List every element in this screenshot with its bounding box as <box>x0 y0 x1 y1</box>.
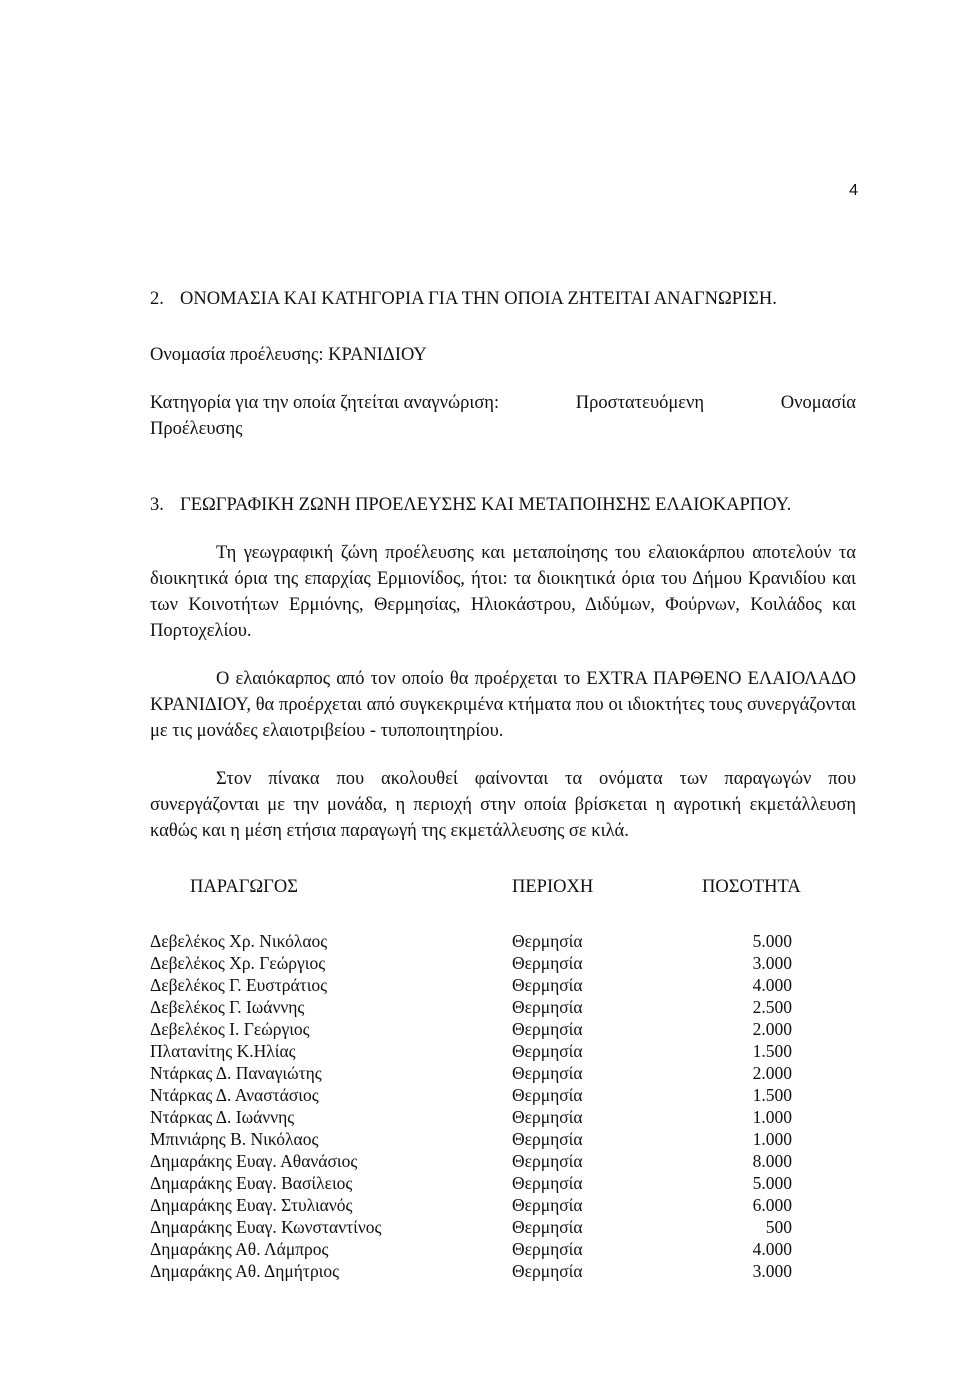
region-cell: Θερμησία <box>512 1261 583 1281</box>
table-row <box>150 1260 856 1282</box>
quantity-cell: 500 <box>765 1217 792 1237</box>
producer-cell: Ντάρκας Δ. Αναστάσιος <box>150 1085 319 1105</box>
section-2-heading <box>150 286 856 312</box>
producer-cell: Ντάρκας Δ. Ιωάννης <box>150 1107 295 1127</box>
header-producer: ΠΑΡΑΓΩΓΟΣ <box>190 877 298 897</box>
region-cell: Θερμησία <box>512 953 583 973</box>
region-cell: Θερμησία <box>512 1151 583 1171</box>
region-cell: Θερμησία <box>512 1107 583 1127</box>
table-row <box>150 996 856 1018</box>
producer-cell: Δεβελέκος Γ. Ιωάννης <box>150 997 305 1017</box>
producer-cell: Μπινιάρης Β. Νικόλαος <box>150 1129 319 1149</box>
table-row <box>150 952 856 974</box>
quantity-cell: 8.000 <box>752 1151 792 1171</box>
table-row <box>150 1216 856 1238</box>
quantity-cell: 1.000 <box>752 1129 792 1149</box>
table-header <box>150 874 856 900</box>
region-cell: Θερμησία <box>512 997 583 1017</box>
producer-cell: Δημαράκης Αθ. Λάμπρος <box>150 1239 329 1259</box>
quantity-cell: 3.000 <box>752 1261 792 1281</box>
producer-cell: Δεβελέκος Χρ. Νικόλαος <box>150 931 328 951</box>
producer-cell: Δεβελέκος Γ. Ευστράτιος <box>150 975 328 995</box>
quantity-cell: 2.500 <box>752 997 792 1017</box>
table-row <box>150 1084 856 1106</box>
quantity-cell: 2.000 <box>752 1019 792 1039</box>
quantity-cell: 1.500 <box>752 1041 792 1061</box>
category-value-1: Προστατευόμενη <box>575 393 705 413</box>
producer-cell: Δημαράκης Ευαγ. Στυλιανός <box>150 1195 353 1215</box>
producer-cell: Δημαράκης Ευαγ. Αθανάσιος <box>150 1151 358 1171</box>
producers-table <box>150 874 856 1282</box>
paragraph-geographic-zone: Τη γεωγραφική ζώνη προέλευσης και μεταποίησης του ελαιοκάρπου αποτελούν τα διοικητικά όρια της επαρχίας Ερμιονίδος, ήτοι: τα διοικητικά όρια του Δήμου Κρανιδίου και των Κοινοτήτων Ερμιόνης, Θερμησίας, Ηλιοκάστρου, Διδύμων, Φούρνων, Κοιλάδος και Πορτοχελίου. <box>150 543 856 641</box>
region-cell: Θερμησία <box>512 975 583 995</box>
quantity-cell: 4.000 <box>752 975 792 995</box>
table-row <box>150 1106 856 1128</box>
quantity-cell: 2.000 <box>752 1063 792 1083</box>
page-number: 4 <box>849 182 858 199</box>
header-region: ΠΕΡΙΟΧΗ <box>512 877 594 897</box>
category-value-2: Ονομασία <box>780 393 856 413</box>
section-2-title: ΟΝΟΜΑΣΙΑ ΚΑΙ ΚΑΤΗΓΟΡΙΑ ΓΙΑ ΤΗΝ ΟΠΟΙΑ ΖΗΤΕΙΤΑΙ ΑΝΑΓΝΩΡΙΣΗ. <box>180 289 777 309</box>
section-3-heading <box>150 492 856 518</box>
table-row <box>150 1040 856 1062</box>
table-row <box>150 1194 856 1216</box>
designation-line: Ονομασία προέλευσης: ΚΡΑΝΙΔΙΟΥ <box>150 345 427 365</box>
region-cell: Θερμησία <box>512 1195 583 1215</box>
document-content <box>150 286 856 1282</box>
table-row <box>150 1238 856 1260</box>
producer-cell: Πλατανίτης Κ.Ηλίας <box>150 1041 296 1061</box>
table-row <box>150 930 856 952</box>
table-row <box>150 1172 856 1194</box>
producer-cell: Δεβελέκος Χρ. Γεώργιος <box>150 953 326 973</box>
region-cell: Θερμησία <box>512 1085 583 1105</box>
category-line <box>150 390 856 416</box>
producer-cell: Δημαράκης Ευαγ. Βασίλειος <box>150 1173 353 1193</box>
region-cell: Θερμησία <box>512 1063 583 1083</box>
paragraph-table-intro: Στον πίνακα που ακολουθεί φαίνονται τα ονόματα των παραγωγών που συνεργάζονται με την μονάδα, η περιοχή στην οποία βρίσκεται η αγροτική εκμετάλλευση καθώς και η μέση ετήσια παραγωγή της εκμετάλλευσης σε κιλά. <box>150 769 856 841</box>
quantity-cell: 6.000 <box>752 1195 792 1215</box>
quantity-cell: 5.000 <box>752 1173 792 1193</box>
header-quantity: ΠΟΣΟΤΗΤΑ <box>702 877 801 897</box>
table-row <box>150 1128 856 1150</box>
table-row <box>150 1018 856 1040</box>
producer-cell: Δημαράκης Αθ. Δημήτριος <box>150 1261 340 1281</box>
quantity-cell: 5.000 <box>752 931 792 951</box>
category-value-3: Προέλευσης <box>150 419 243 439</box>
region-cell: Θερμησία <box>512 1217 583 1237</box>
table-row <box>150 1062 856 1084</box>
producer-cell: Ντάρκας Δ. Παναγιώτης <box>150 1063 322 1083</box>
region-cell: Θερμησία <box>512 1041 583 1061</box>
table-row <box>150 1150 856 1172</box>
table-row <box>150 974 856 996</box>
producer-cell: Δημαράκης Ευαγ. Κωνσταντίνος <box>150 1217 382 1237</box>
quantity-cell: 1.000 <box>752 1107 792 1127</box>
section-3-number: 3. <box>150 495 164 515</box>
section-3-title: ΓΕΩΓΡΑΦΙΚΗ ΖΩΝΗ ΠΡΟΕΛΕΥΣΗΣ ΚΑΙ ΜΕΤΑΠΟΙΗΣΗΣ ΕΛΑΙΟΚΑΡΠΟΥ. <box>180 495 792 515</box>
category-label: Κατηγορία για την οποία ζητείται αναγνώριση: <box>150 393 500 413</box>
region-cell: Θερμησία <box>512 1129 583 1149</box>
quantity-cell: 1.500 <box>752 1085 792 1105</box>
region-cell: Θερμησία <box>512 931 583 951</box>
region-cell: Θερμησία <box>512 1239 583 1259</box>
table-body <box>150 930 856 1282</box>
section-2-number: 2. <box>150 289 164 309</box>
paragraph-olive-source: Ο ελαιόκαρπος από τον οποίο θα προέρχεται το EXTRA ΠΑΡΘΕΝΟ ΕΛΑΙΟΛΑΔΟ ΚΡΑΝΙΔΙΟΥ, θα προέρχεται από συγκεκριμένα κτήματα που οι ιδιοκτήτες τους συνεργάζονται με τις μονάδες ελαιοτριβείου - τυποποιητηρίου. <box>150 669 856 741</box>
quantity-cell: 3.000 <box>752 953 792 973</box>
region-cell: Θερμησία <box>512 1019 583 1039</box>
region-cell: Θερμησία <box>512 1173 583 1193</box>
quantity-cell: 4.000 <box>752 1239 792 1259</box>
producer-cell: Δεβελέκος Ι. Γεώργιος <box>150 1019 310 1039</box>
